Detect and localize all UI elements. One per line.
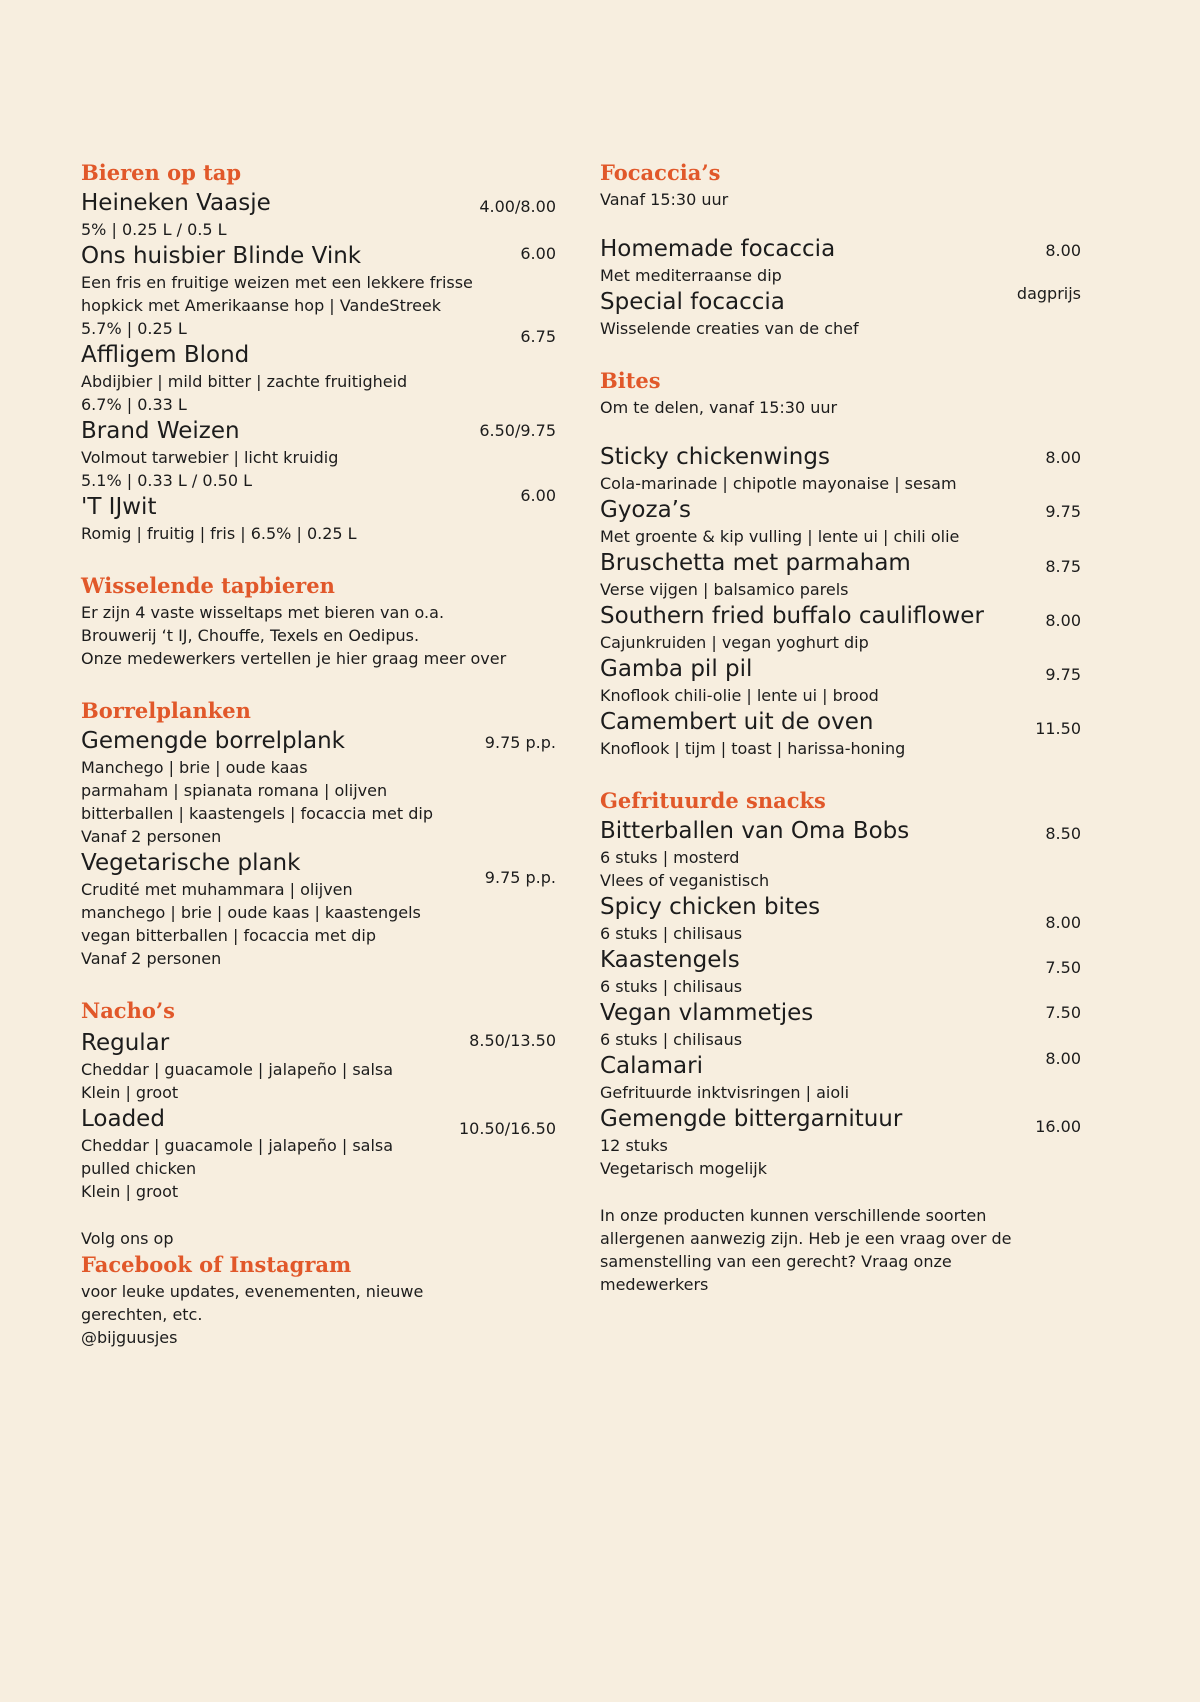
item-price: 9.75 xyxy=(1045,665,1081,684)
section-nachos xyxy=(81,996,556,1203)
info-text: Brouwerij ‘t IJ, Chouffe, Texels en Oedipus. xyxy=(81,626,420,645)
item-name: Regular xyxy=(81,1030,170,1056)
menu-item xyxy=(600,998,1081,1051)
section-wisselende-tapbieren xyxy=(81,571,556,670)
menu-item xyxy=(81,726,556,848)
item-price: 8.00 xyxy=(1045,913,1081,932)
menu-item xyxy=(81,1028,556,1104)
menu-item xyxy=(600,548,1081,601)
item-description: Klein | groot xyxy=(81,1182,179,1201)
allergen-notice xyxy=(600,1204,1081,1296)
item-name: Vegan vlammetjes xyxy=(600,1000,814,1026)
allergen-text: In onze producten kunnen verschillende soorten xyxy=(600,1206,987,1225)
item-name: Homemade focaccia xyxy=(600,236,836,262)
menu-item xyxy=(600,1104,1081,1180)
item-description: 6 stuks | chilisaus xyxy=(600,1030,743,1049)
section-heading: Bites xyxy=(600,368,661,393)
item-description: Met mediterraanse dip xyxy=(600,266,782,285)
item-price: 8.00 xyxy=(1045,1049,1081,1068)
menu-item xyxy=(81,486,556,545)
item-description: bitterballen | kaastengels | focaccia met dip xyxy=(81,804,433,823)
item-name: Spicy chicken bites xyxy=(600,894,821,920)
section-bites xyxy=(600,366,1081,760)
item-name: Brand Weizen xyxy=(81,418,240,444)
menu-item xyxy=(81,848,556,970)
section-heading: Gefrituurde snacks xyxy=(600,788,826,813)
social-heading: Facebook of Instagram xyxy=(81,1252,352,1277)
left-column xyxy=(81,158,556,1349)
item-description: Klein | groot xyxy=(81,1083,179,1102)
item-price: 8.00 xyxy=(1045,611,1081,630)
item-name: Vegetarische plank xyxy=(81,850,301,876)
item-description: 6 stuks | mosterd xyxy=(600,848,740,867)
item-price: 8.00 xyxy=(1045,241,1081,260)
social-text: voor leuke updates, evenementen, nieuwe xyxy=(81,1282,424,1301)
menu-item xyxy=(81,1104,556,1203)
section-heading: Nacho’s xyxy=(81,998,175,1023)
item-description: Cheddar | guacamole | jalapeño | salsa xyxy=(81,1136,394,1155)
menu-item xyxy=(81,241,556,340)
menu-item xyxy=(600,892,1081,945)
item-name: 'T IJwit xyxy=(81,494,157,520)
item-price: 10.50/16.50 xyxy=(459,1119,556,1138)
item-name: Special focaccia xyxy=(600,289,785,315)
item-name: Loaded xyxy=(81,1106,165,1132)
item-name: Ons huisbier Blinde Vink xyxy=(81,243,362,269)
item-price: dagprijs xyxy=(1016,284,1081,303)
item-name: Kaastengels xyxy=(600,947,740,973)
item-description: Wisselende creaties van de chef xyxy=(600,319,859,338)
section-bieren-op-tap xyxy=(81,158,556,545)
info-text: Onze medewerkers vertellen je hier graag meer over xyxy=(81,649,507,668)
item-name: Gamba pil pil xyxy=(600,656,753,682)
allergen-text: medewerkers xyxy=(600,1275,709,1294)
item-name: Southern fried buffalo cauliflower xyxy=(600,603,984,629)
menu-item xyxy=(600,442,1081,495)
social-intro: Volg ons op xyxy=(81,1229,174,1248)
section-subtitle: Vanaf 15:30 uur xyxy=(600,190,729,209)
item-description: Volmout tarwebier | licht kruidig xyxy=(81,448,339,467)
menu-item xyxy=(600,654,1081,707)
menu-item xyxy=(81,416,556,492)
item-description: Verse vijgen | balsamico parels xyxy=(600,580,849,599)
info-text: Er zijn 4 vaste wisseltaps met bieren van o.a. xyxy=(81,603,445,622)
section-subtitle: Om te delen, vanaf 15:30 uur xyxy=(600,398,838,417)
item-description: Vlees of veganistisch xyxy=(600,871,770,890)
section-heading: Wisselende tapbieren xyxy=(81,573,335,598)
item-price: 16.00 xyxy=(1035,1117,1081,1136)
item-description: Een fris en fruitige weizen met een lekkere frisse xyxy=(81,273,473,292)
item-name: Sticky chickenwings xyxy=(600,444,830,470)
item-name: Affligem Blond xyxy=(81,342,250,368)
item-price: 9.75 p.p. xyxy=(484,733,556,752)
item-name: Calamari xyxy=(600,1053,703,1079)
item-description: 6 stuks | chilisaus xyxy=(600,977,743,996)
menu-item xyxy=(600,601,1081,654)
item-description: Knoflook chili-olie | lente ui | brood xyxy=(600,686,879,705)
item-price: 6.00 xyxy=(520,244,556,263)
item-price: 8.00 xyxy=(1045,448,1081,467)
item-price: 7.50 xyxy=(1045,1003,1081,1022)
item-description: Vegetarisch mogelijk xyxy=(600,1159,767,1178)
item-description: 5% | 0.25 L / 0.5 L xyxy=(81,220,227,239)
item-price: 4.00/8.00 xyxy=(479,197,556,216)
item-price: 8.50/13.50 xyxy=(469,1031,556,1050)
section-borrelplanken xyxy=(81,696,556,970)
social-text: gerechten, etc. xyxy=(81,1305,203,1324)
item-price: 11.50 xyxy=(1035,719,1081,738)
item-description: parmaham | spianata romana | olijven xyxy=(81,781,388,800)
item-description: 5.1% | 0.33 L / 0.50 L xyxy=(81,471,253,490)
item-price: 8.50 xyxy=(1045,824,1081,843)
item-price: 7.50 xyxy=(1045,958,1081,977)
item-description: 6 stuks | chilisaus xyxy=(600,924,743,943)
item-description: 12 stuks xyxy=(600,1136,668,1155)
item-description: Cola-marinade | chipotle mayonaise | sesam xyxy=(600,474,957,493)
item-description: 5.7% | 0.25 L xyxy=(81,319,187,338)
allergen-text: allergenen aanwezig zijn. Heb je een vraag over de xyxy=(600,1229,1012,1248)
allergen-text: samenstelling van een gerecht? Vraag onze xyxy=(600,1252,952,1271)
item-description: Met groente & kip vulling | lente ui | chili olie xyxy=(600,527,960,546)
item-description: Abdijbier | mild bitter | zachte fruitigheid xyxy=(81,372,408,391)
item-name: Camembert uit de oven xyxy=(600,709,874,735)
social-handle: @bijguusjes xyxy=(81,1328,178,1347)
item-name: Bitterballen van Oma Bobs xyxy=(600,818,910,844)
section-heading: Bieren op tap xyxy=(81,160,242,185)
item-description: Manchego | brie | oude kaas xyxy=(81,758,308,777)
item-description: hopkick met Amerikaanse hop | VandeStreek xyxy=(81,296,442,315)
item-price: 8.75 xyxy=(1045,557,1081,576)
item-price: 6.50/9.75 xyxy=(479,421,556,440)
item-description: Vanaf 2 personen xyxy=(81,827,222,846)
item-price: 9.75 xyxy=(1045,502,1081,521)
item-description: 6.7% | 0.33 L xyxy=(81,395,187,414)
item-description: Knoflook | tijm | toast | harissa-honing xyxy=(600,739,906,758)
item-price: 6.75 xyxy=(520,327,556,346)
section-focaccias xyxy=(600,158,1081,340)
item-name: Gemengde bittergarnituur xyxy=(600,1106,903,1132)
menu-item xyxy=(600,495,1081,548)
menu-item xyxy=(600,284,1081,340)
item-description: Vanaf 2 personen xyxy=(81,949,222,968)
item-name: Gyoza’s xyxy=(600,497,691,523)
section-heading: Focaccia’s xyxy=(600,160,721,185)
right-column xyxy=(600,158,1081,1296)
item-description: Romig | fruitig | fris | 6.5% | 0.25 L xyxy=(81,524,357,543)
item-price: 9.75 p.p. xyxy=(484,868,556,887)
item-description: Cajunkruiden | vegan yoghurt dip xyxy=(600,633,869,652)
menu-item xyxy=(600,234,1081,287)
item-description: Gefrituurde inktvisringen | aioli xyxy=(600,1083,850,1102)
item-description: vegan bitterballen | focaccia met dip xyxy=(81,926,376,945)
menu-item xyxy=(600,945,1081,998)
item-name: Gemengde borrelplank xyxy=(81,728,345,754)
item-price: 6.00 xyxy=(520,486,556,505)
item-description: manchego | brie | oude kaas | kaastengels xyxy=(81,903,421,922)
section-gefrituurde-snacks xyxy=(600,786,1081,1180)
item-description: pulled chicken xyxy=(81,1159,197,1178)
menu-item xyxy=(81,188,556,241)
item-name: Heineken Vaasje xyxy=(81,190,271,216)
section-social xyxy=(81,1227,556,1349)
item-description: Crudité met muhammara | olijven xyxy=(81,880,353,899)
item-name: Bruschetta met parmaham xyxy=(600,550,911,576)
item-description: Cheddar | guacamole | jalapeño | salsa xyxy=(81,1060,394,1079)
menu-item xyxy=(600,1051,1081,1104)
section-heading: Borrelplanken xyxy=(81,698,251,723)
menu-item xyxy=(600,816,1081,892)
menu-item xyxy=(600,707,1081,760)
